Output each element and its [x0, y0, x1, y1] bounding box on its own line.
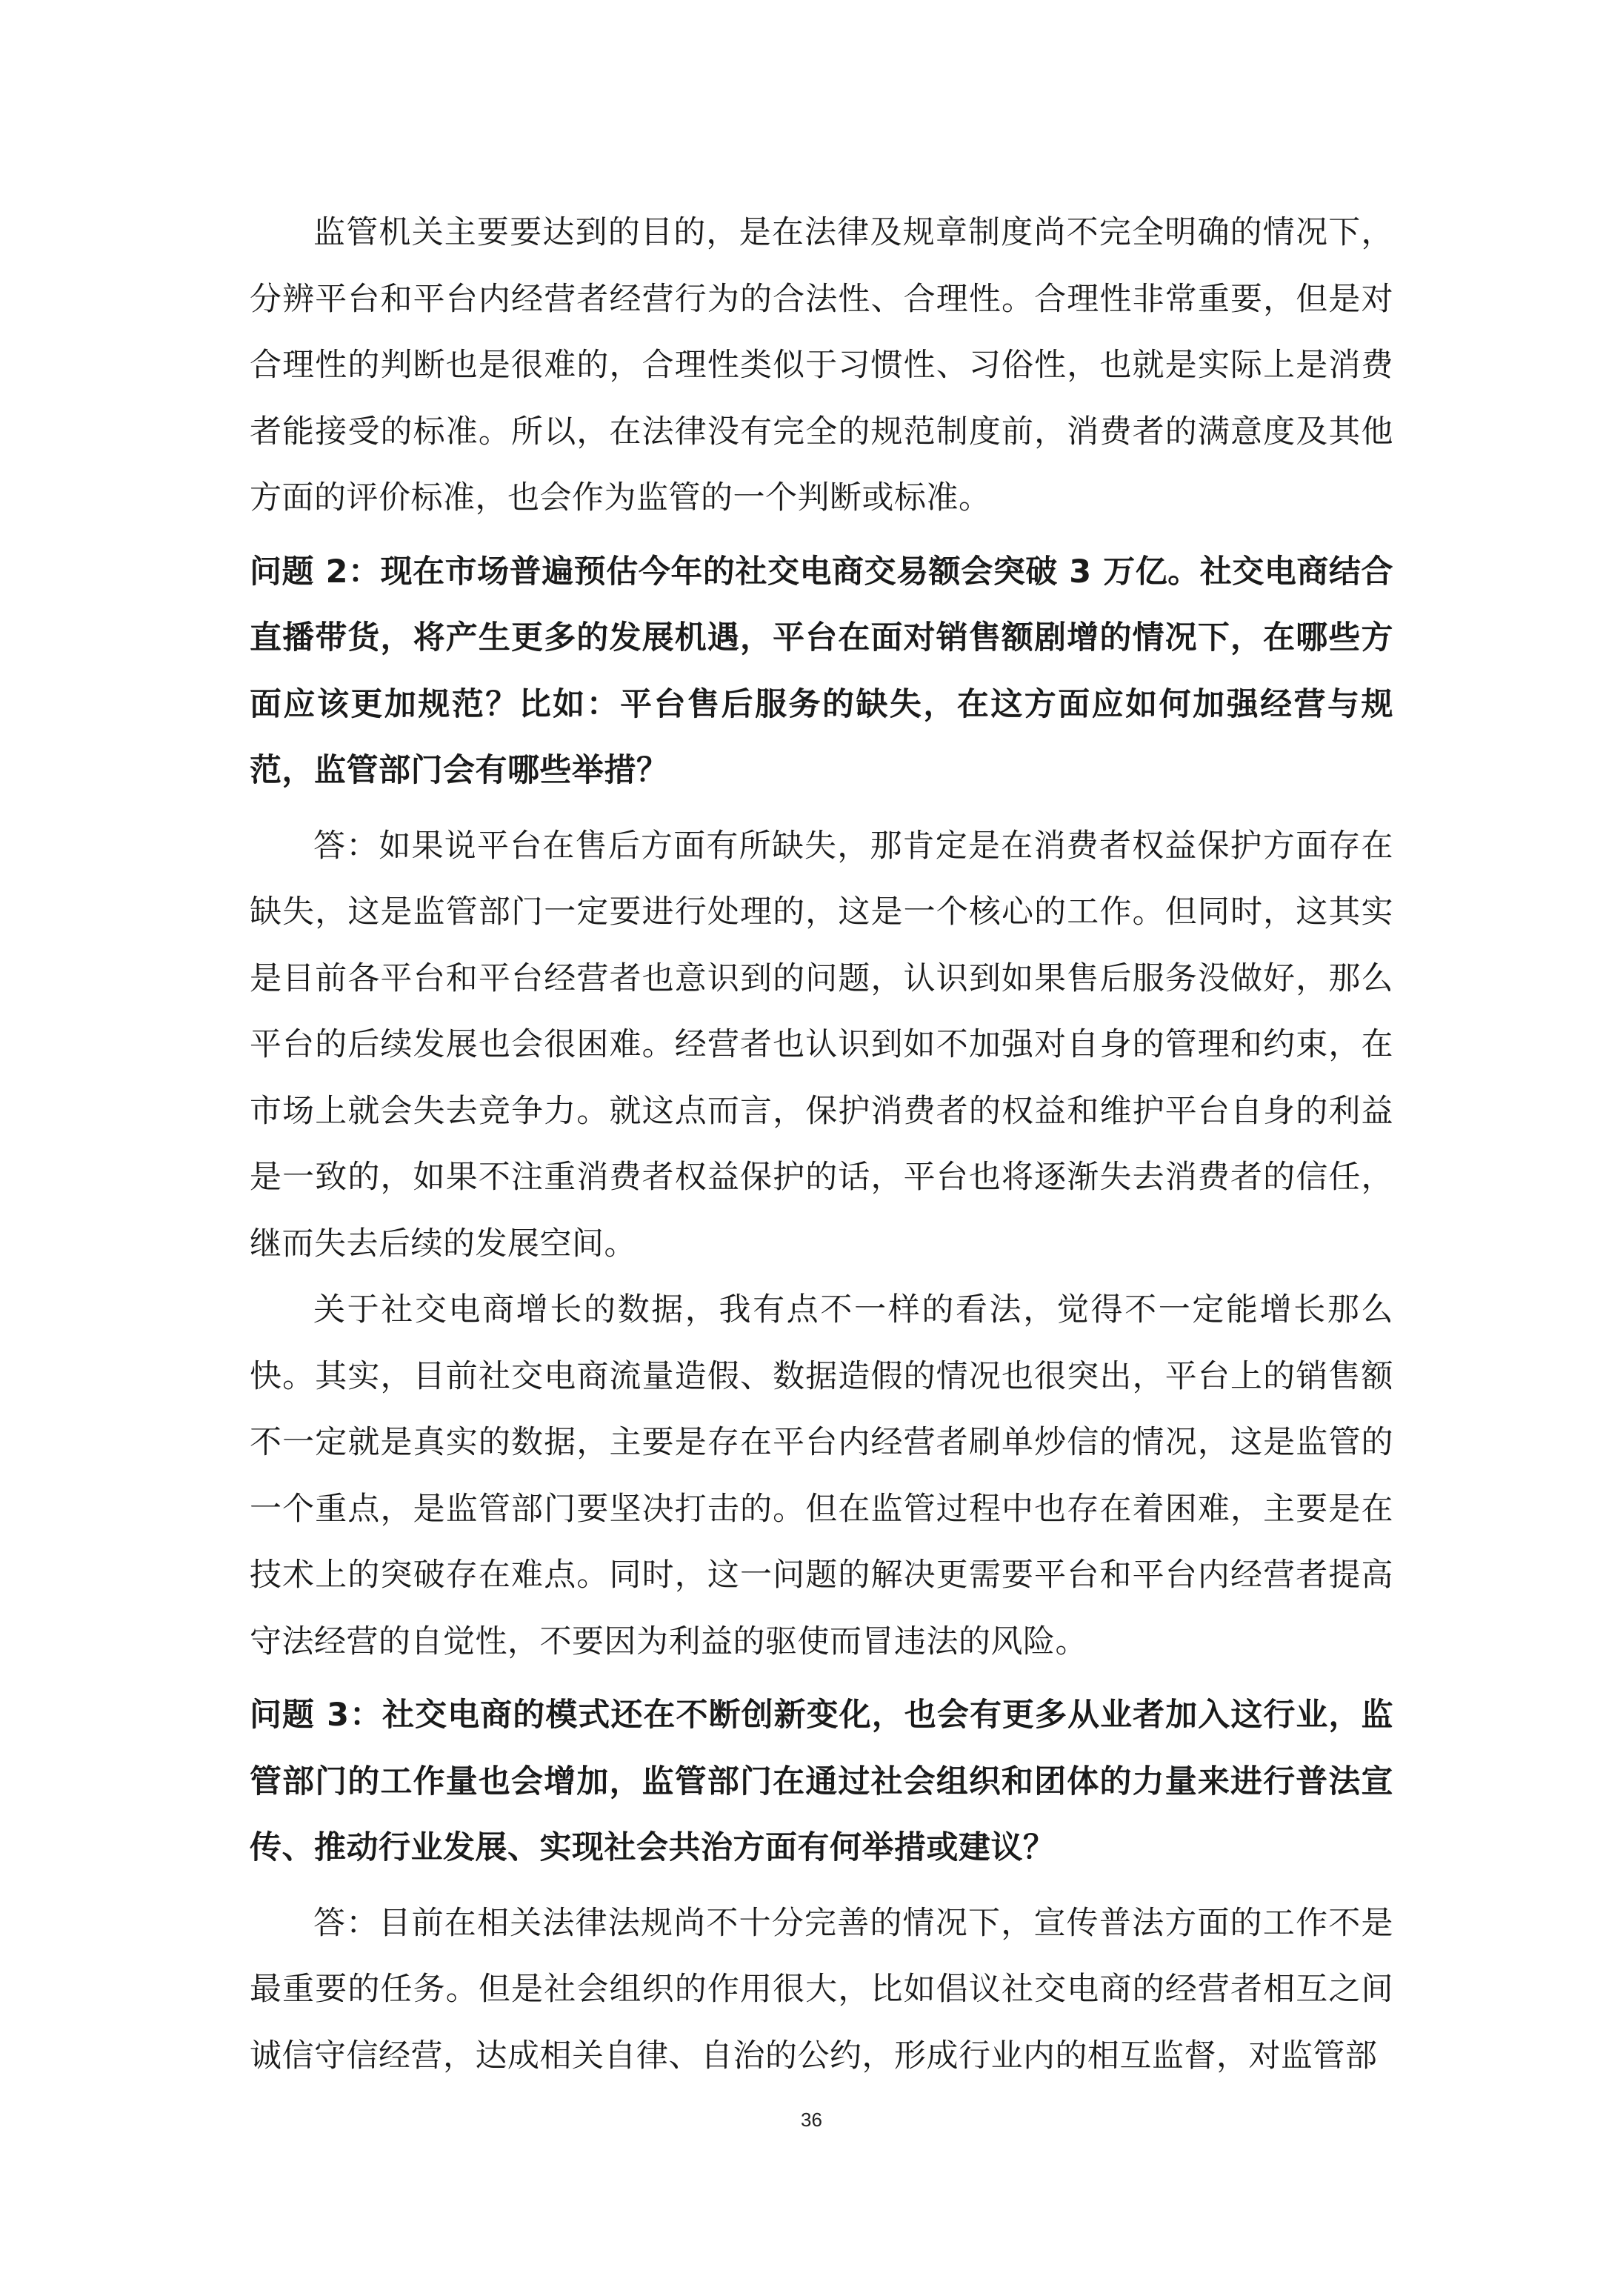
- page-body: [250, 200, 1393, 2089]
- paragraph-supervision-purpose: 监管机关主要要达到的目的，是在法律及规章制度尚不完全明确的情况下，分辨平台和平台内经营者经营行为的合法性、合理性。合理性非常重要，但是对合理性的判断也是很难的，合理性类似于习惯性、习俗性，也就是实际上是消费者能接受的标准。所以，在法律没有完全的规范制度前，消费者的满意度及其他方面的评价标准，也会作为监管的一个判断或标准。: [250, 214, 1393, 516]
- question-3: 问题 3：社交电商的模式还在不断创新变化，也会有更多从业者加入这行业，监管部门的工作量也会增加，监管部门在通过社会组织和团体的力量来进行普法宣传、推动行业发展、实现社会共治方面有何举措或建议？: [250, 1697, 1393, 1866]
- page-number: 36: [801, 2109, 822, 2131]
- question-2: 问题 2：现在市场普遍预估今年的社交电商交易额会突破 3 万亿。社交电商结合直播带货，将产生更多的发展机遇，平台在面对销售额剧增的情况下，在哪些方面应该更加规范？比如：平台售后服务的缺失，在这方面应如何加强经营与规范，监管部门会有哪些举措？: [250, 553, 1393, 789]
- answer-3-paragraph-1: 答：目前在相关法律法规尚不十分完善的情况下，宣传普法方面的工作不是最重要的任务。但是社会组织的作用很大，比如倡议社交电商的经营者相互之间诚信守信经营，达成相关自律、自治的公约，形成行业内的相互监督，对监管部: [250, 1904, 1393, 2074]
- answer-2-paragraph-2: 关于社交电商增长的数据，我有点不一样的看法，觉得不一定能增长那么快。其实，目前社交电商流量造假、数据造假的情况也很突出，平台上的销售额不一定就是真实的数据，主要是存在平台内经营者刷单炒信的情况，这是监管的一个重点，是监管部门要坚决打击的。但在监管过程中也存在着困难，主要是在技术上的突破存在难点。同时，这一问题的解决更需要平台和平台内经营者提高守法经营的自觉性，不要因为利益的驱使而冒违法的风险。: [250, 1291, 1393, 1660]
- answer-2-paragraph-1: 答：如果说平台在售后方面有所缺失，那肯定是在消费者权益保护方面存在缺失，这是监管部门一定要进行处理的，这是一个核心的工作。但同时，这其实是目前各平台和平台经营者也意识到的问题，认识到如果售后服务没做好，那么平台的后续发展也会很困难。经营者也认识到如不加强对自身的管理和约束，在市场上就会失去竞争力。就这点而言，保护消费者的权益和维护平台自身的利益是一致的，如果不注重消费者权益保护的话，平台也将逐渐失去消费者的信任，继而失去后续的发展空间。: [250, 827, 1393, 1262]
